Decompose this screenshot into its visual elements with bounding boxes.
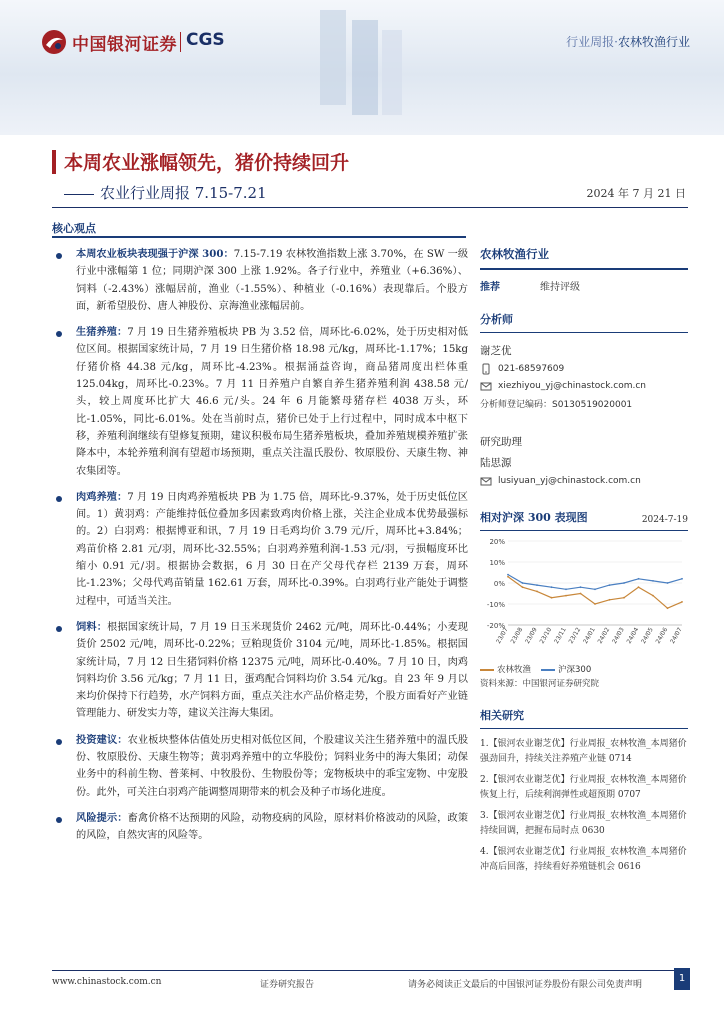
industry-heading: 农林牧渔行业 [480,246,688,270]
chart-x-tick-label: 24/07 [669,626,684,645]
report-type-a: 行业周报· [566,35,618,49]
chart-point [652,580,654,582]
footer-rule [52,970,674,971]
bullet-icon [56,496,62,502]
assistant-label: 研究助理 [480,436,522,448]
paragraph-text: 7 月 19 日生猪养殖板块 PB 为 3.52 倍，周环比-6.02%，处于历史相对低位区间。根据国家统计局，7 月 19 日生猪价格 18.98 元/kg，周环比-1.17%；15kg 仔猪价格 44.38 元/kg，周环比-4.23%。根据涌益咨询，商品猪周度出栏体重 125.04kg，周环比-0.23%。7 月 11 日养殖户自繁自养生猪养殖利润 438.58 元/头，较上周度环比扩大 46.6 元/头。24 年 6 月能繁母猪存栏 4038 万头，环比-1.05%，同比-6.01%。处在当前时点，猪价已处于上行过程中，同时成本中枢下移，养殖利润继续有望修复预期，建议积极布局生猪养殖板块，叠加养殖规模养殖扩张降本中，本轮养殖利润有望超市场预期，重点关注温氏股份、牧原股份、天康生物、神农集团等。 [76,327,468,477]
chart-x-tick-label: 23/09 [524,626,539,645]
chart-point [522,586,524,588]
paragraph-lead: 生猪养殖： [76,326,128,339]
bullet-icon [56,626,62,632]
legend-swatch-sector [480,669,494,671]
chart-title: 相对沪深 300 表现图 [480,511,588,524]
chart-point [507,576,509,578]
chart-x-tick-label: 24/04 [625,626,641,645]
logo-en-text: CGS [186,30,225,50]
chart-x-tick-label: 24/02 [596,626,612,645]
paragraph-text: 农业板块整体估值处历史相对低位区间，个股建议关注生猪养殖中的温氏股份、牧原股份、天康生物等；黄羽鸡养殖中的立华股份；饲料业务中的海大集团；动保业务中的科前生物、普莱柯、中牧股份、生物股份等；宠物板块中的乖宝宠物、中宠股份。此外，可关注白羽鸡产能调整周期带来的机会及种子市场化进度。 [76,734,469,798]
chart-x-tick-label: 24/01 [582,626,597,645]
related-item[interactable]: 1.【银河农业谢芝优】行业周报_农林牧渔_本周猪价强劲回升，持续关注养殖产业链 0714 [480,739,687,764]
chart-point [594,588,596,590]
legend-item-sector [480,663,531,675]
chart-point [536,584,538,586]
cgs-watermark-graphic [300,0,410,135]
main-content [52,246,468,854]
sidebar [480,246,688,881]
bullet-icon [56,331,62,337]
paragraph-text: 根据国家统计局，7 月 19 日玉米现货价 2462 元/吨，周环比-0.44%；小麦现货价 2502 元/吨，周环比-0.22%；豆粕现货价 3104 元/吨，周环比-1.85%。根据国家统计局，7 月 12 日生猪饲料价格 12375 元/吨，周环比-0.40%。7 月 10 日，肉鸡饲料均价 3.56 元/kg；7 月 11 日，蛋鸡配合饲料均价 3.54 元/kg。自 23 年 9 月以来均价保持下行趋势，水产饲料方面，重点关注水产品价格走势，个股方面看好产业链管理能力、研发实力等，建议关注海大集团。 [76,621,468,720]
bullet-icon [56,739,62,745]
analyst-cert: 分析师登记编码：S0130519020001 [480,400,633,410]
page-subtitle [64,182,267,203]
chart-point [623,597,625,599]
chart-x-tick-label: 24/03 [611,626,626,645]
email-icon [480,475,492,487]
bullet-icon [56,253,62,259]
chart-heading [480,509,688,531]
chart-point [536,591,538,593]
chart-point [681,578,683,580]
title-divider [52,207,688,208]
chart-point [652,595,654,597]
assistant-name: 陆思源 [480,457,512,469]
relative-performance-chart [480,535,688,657]
paragraph-lead: 饲料： [76,620,108,633]
rating-row [480,278,688,293]
paragraph-text: 7 月 19 日肉鸡养殖板块 PB 为 1.75 倍，周环比-9.37%，处于历史低位区间。1）黄羽鸡：产能维持低位叠加多因素致鸡肉价格上涨，关注企业成本优势最强标的。2）白羽鸡：根据博亚和讯，7 月 19 日毛鸡均价 3.79 元/斤，周环比+3.84%；鸡苗价格 2.81 元/羽，周环比-32.55%；白羽鸡养殖利润-1.53 元/羽，亏损幅度环比缩小 0.91 元/羽。根据协会数据，6 月 30 日在产父母代存栏 2139 万套，周环比-1.23%；父母代鸡苗销量 162.61 万套，周环比-0.39%。白羽鸡行业产能处于调整过程中，可适当关注。 [76,491,468,607]
legend-label-sector: 农林牧渔 [497,665,532,675]
page-number: 1 [674,968,690,990]
paragraph-text: 畜禽价格不达预期的风险，动物疫病的风险，原材料价格波动的风险，政策的风险，自然灾害的风险等。 [76,812,469,842]
related-list [480,737,688,875]
chart-source: 资料来源：中国银河证券研究院 [480,679,600,689]
paragraph-feed [52,619,468,723]
chart-point [638,578,640,580]
logo-separator [180,32,181,52]
related-heading: 相关研究 [480,707,688,729]
chart-point [565,595,567,597]
paragraph-hog [52,324,468,480]
email-icon [480,380,492,392]
chart-date: 2024-7-19 [641,515,688,525]
report-type-b: 农林牧渔行业 [617,35,690,49]
chart-x-tick-label: 24/05 [640,626,655,645]
chart-y-tick-label: 20% [489,538,505,546]
chart-series-line-index [508,575,682,590]
report-date: 2024 年 7 月 21 日 [586,187,686,200]
chart-point [594,603,596,605]
analyst-phone-text: 021-68597609 [498,364,565,374]
paragraph-lead: 肉鸡养殖： [76,490,128,503]
assistant-email-text: lusiyuan_yj@chinastock.com.cn [498,476,641,486]
chart-y-tick-label: 10% [489,559,505,567]
chart-x-tick-label: 24/06 [654,626,670,645]
related-item[interactable]: 2.【银河农业谢芝优】行业周报_农林牧渔_本周猪价恢复上行，后续利润弹性或超预期 0707 [480,775,687,800]
chart-point [551,586,553,588]
paragraph-performance [52,246,468,315]
paragraph-text: 7.15-7.19 农林牧渔指数上涨 3.70%，在 SW 一级行业中涨幅第 1 位；同期沪深 300 上涨 1.92%。各子行业中，养殖业（+6.36%）、饲料（-2.43%）涨幅居前，渔业（-1.55%）、种植业（-0.16%）表现靠后。个股方面，新希望股份、唐人神股份、京海渔业涨幅居前。 [76,249,469,312]
assistant-email[interactable] [480,475,688,487]
paragraph-risk [52,810,468,845]
chart-x-tick-label: 23/11 [553,626,568,645]
core-views-label: 核心观点 [52,222,96,235]
legend-label-index: 沪深300 [558,665,592,675]
chart-point [522,582,524,584]
chart-x-tick-label: 23/12 [567,626,583,645]
logo-cn-text: 中国银河证券 [72,35,177,55]
legend-item-index [541,663,591,675]
analyst-email[interactable] [480,380,688,392]
chart-point [609,599,611,601]
core-views-rule [52,236,466,238]
rating-label: 推荐 [480,282,500,293]
chart-point [580,593,582,595]
chart-point [667,607,669,609]
analyst-email-text: xiezhiyou_yj@chinastock.com.cn [498,381,647,391]
chart-y-tick-label: -20% [486,622,505,630]
phone-icon [480,363,492,375]
rating-value: 维持评级 [540,282,580,293]
footer-disclaimer: 请务必阅读正文最后的中国银河证券股份有限公司免责声明 [408,980,643,990]
header-band [0,0,724,135]
related-item[interactable]: 4.【银河农业谢芝优】行业周报_农林牧渔_本周猪价冲高后回落，持续看好养殖链机会 0616 [480,847,687,872]
analyst-phone [480,363,688,375]
chart-y-tick-label: 0% [493,580,505,588]
related-item[interactable]: 3.【银河农业谢芝优】行业周报_农林牧渔_本周猪价持续回调，把握布局时点 0630 [480,811,687,836]
paragraph-chicken [52,489,468,610]
chart-point [609,584,611,586]
title-accent-bar [52,150,56,174]
footer-url[interactable]: www.chinastock.com.cn [52,977,162,987]
chart-x-tick-label: 23/08 [509,626,525,645]
paragraph-lead: 风险提示： [76,811,128,824]
footer-report-label: 证券研究报告 [260,980,315,990]
paragraph-lead: 本周农业板块表现强于沪深 300： [76,248,234,260]
chart-x-tick-label: 23/07 [495,626,510,645]
legend-swatch-index [541,669,555,671]
paragraph-lead: 投资建议： [76,733,128,746]
subtitle-dash [64,194,94,195]
report-type [566,33,690,50]
chart-point [623,582,625,584]
chart-point [507,574,509,576]
chart-x-tick-label: 23/10 [538,626,554,645]
bullet-icon [56,817,62,823]
chart-legend [480,663,688,675]
chart-point [681,601,683,603]
page-title: 本周农业涨幅领先，猪价持续回升 [64,152,350,174]
chart-point [551,597,553,599]
chart-y-tick-label: -10% [486,601,505,609]
page-subtitle-text: 农业行业周报 7.15-7.21 [100,184,267,202]
analyst-heading: 分析师 [480,311,688,333]
chart-point [667,582,669,584]
cgs-logo-icon [40,28,68,56]
chart-point [580,586,582,588]
paragraph-advice [52,732,468,801]
chart-point [565,588,567,590]
analyst-name: 谢芝优 [480,345,512,357]
chart-point [638,586,640,588]
